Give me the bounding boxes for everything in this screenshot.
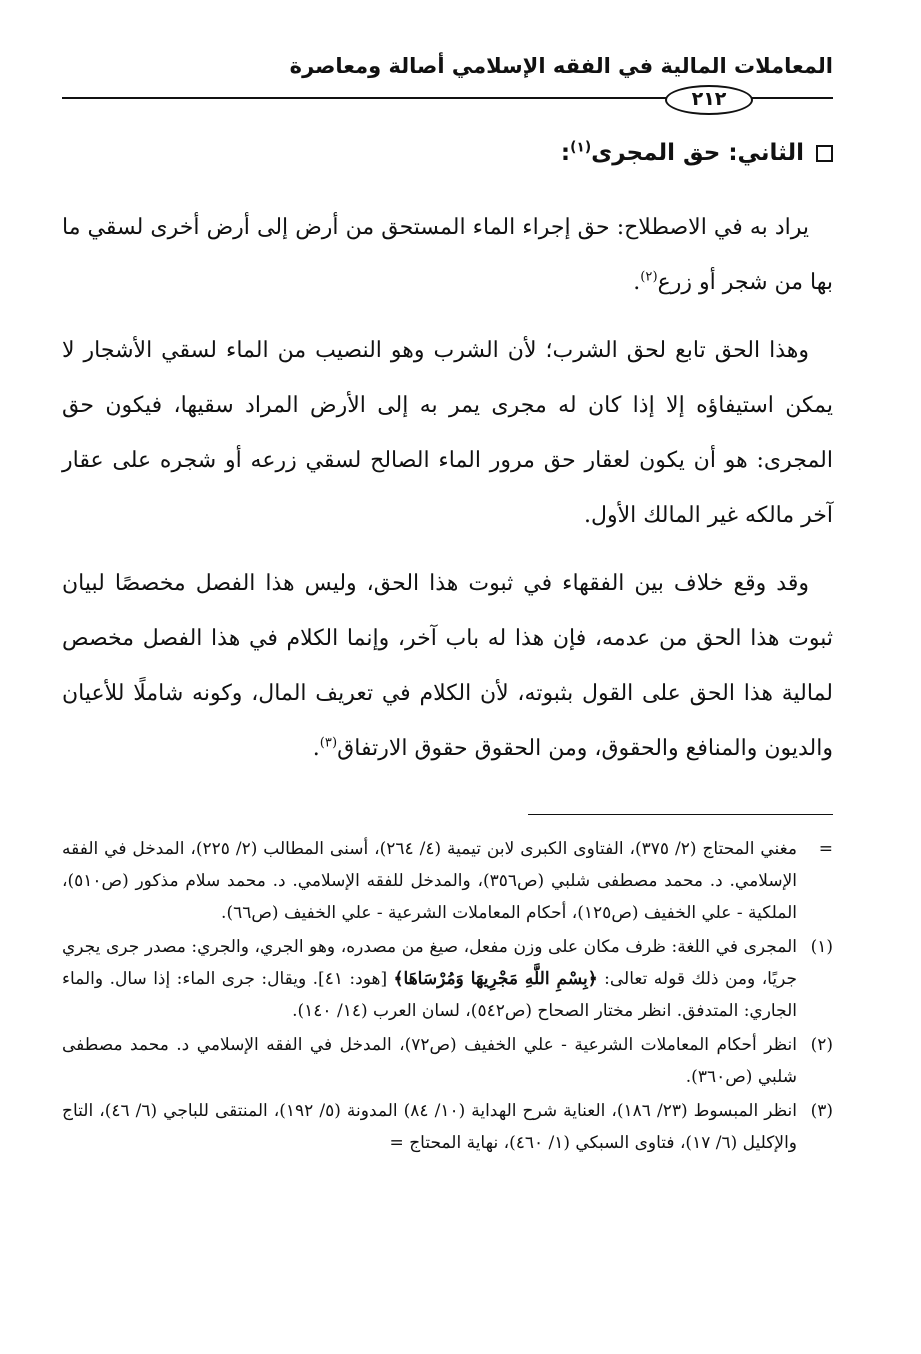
paragraph-dispute-text: وقد وقع خلاف بين الفقهاء في ثبوت هذا الحق، وليس هذا الفصل مخصصًا لبيان ثبوت هذا الحق من عدمه، فإن هذا له باب آخر، وإنما الكلام في هذا الفصل مخصص لمالية هذا الحق على القول بثبوته، لأن الكلام في تعريف المال، وكونه شاملًا للأعيان والديون والمنافع والحقوق، ومن الحقوق حقوق الارتفاق [62, 571, 833, 761]
footnote-3 [62, 1095, 833, 1159]
paragraph-explanation [62, 323, 833, 543]
footnote-ref-3: (٣) [319, 735, 338, 751]
section-heading-text [561, 140, 804, 166]
quran-quote: ﴿بِسْمِ اللَّهِ مَجْرِيهَا وَمُرْسَاهَا﴾ [393, 969, 598, 989]
section-heading-colon: : [560, 140, 571, 166]
footnote-2 [62, 1029, 833, 1093]
footnote-continuation-marker: = [818, 839, 833, 859]
footnote-3-marker: (٣) [810, 1101, 833, 1121]
section-heading-title: الثاني: حق المجرى [591, 140, 804, 166]
paragraph-dispute-end: . [312, 736, 320, 761]
footnote-1-text-before: المجرى في اللغة: ظرف مكان على وزن مفعل، صيغ من مصدره، وهو الجري، والجري: مصدر جرى يجري جريًا، ومن ذلك قوله تعالى: [62, 937, 797, 989]
footnote-1-text [62, 931, 797, 1027]
footnote-2-text: انظر أحكام المعاملات الشرعية - علي الخفيف (ص٧٢)، المدخل في الفقه الإسلامي د. محمد مصطفى شلبي (ص٣٦٠). [62, 1035, 797, 1087]
footnote-2-marker: (٢) [810, 1035, 833, 1055]
square-bullet-icon [816, 145, 833, 162]
paragraph-definition [62, 200, 833, 310]
running-header-title: المعاملات المالية في الفقه الإسلامي أصالة ومعاصرة [289, 54, 833, 78]
footnote-1-text-after: [هود: ٤١]. ويقال: جرى الماء: إذا سال. والماء الجاري: المتدفق. انظر مختار الصحاح (ص٥٤٢)، لسان العرب (١٤/ ١٤٠). [62, 969, 797, 1021]
paragraph-dispute [62, 556, 833, 776]
footnote-separator [528, 814, 833, 815]
footnote-ref-1: (١) [570, 139, 592, 156]
footnote-1-marker: (١) [810, 937, 833, 957]
page-number: ٢١٢ [665, 85, 753, 115]
footnote-1 [62, 931, 833, 1027]
paragraph-definition-text: يراد به في الاصطلاح: حق إجراء الماء المستحق من أرض إلى أرض أخرى لسقي ما بها من شجر أو زرع [62, 215, 833, 295]
section-heading [62, 140, 833, 166]
footnote-continuation [62, 833, 833, 929]
paragraph-definition-end: . [633, 270, 641, 295]
footnotes [62, 833, 833, 1161]
paragraph-explanation-text: وهذا الحق تابع لحق الشرب؛ لأن الشرب وهو النصيب من الماء لسقي الأشجار لا يمكن استيفاؤه إلا إذا كان له مجرى يمر به إلى الأرض المراد سقيها، فيكون حق المجرى: هو أن يكون لعقار حق مرور الماء الصالح لسقي زرعه أو شجره على عقار آخر مالكه غير المالك الأول. [62, 338, 833, 528]
footnote-ref-2: (٢) [640, 269, 658, 285]
body-text [62, 200, 833, 789]
footnote-continuation-text: مغني المحتاج (٢/ ٣٧٥)، الفتاوى الكبرى لابن تيمية (٤/ ٢٦٤)، أسنى المطالب (٢/ ٢٢٥)، المدخل في الفقه الإسلامي. د. محمد مصطفى شلبي (ص٣٥٦)، والمدخل للفقه الإسلامي. د. محمد سلام مذكور (ص٥١٠)، الملكية - علي الخفيف (ص١٢٥)، أحكام المعاملات الشرعية - علي الخفيف (ص٦٦). [62, 839, 797, 923]
footnote-3-text: انظر المبسوط (٢٣/ ١٨٦)، العناية شرح الهداية (١٠/ ٨٤) المدونة (٥/ ١٩٢)، المنتقى للباجي (٦/ ٤٦)، التاج والإكليل (٦/ ١٧)، فتاوى السبكي (١/ ٤٦٠)، نهاية المحتاج = [62, 1101, 797, 1153]
